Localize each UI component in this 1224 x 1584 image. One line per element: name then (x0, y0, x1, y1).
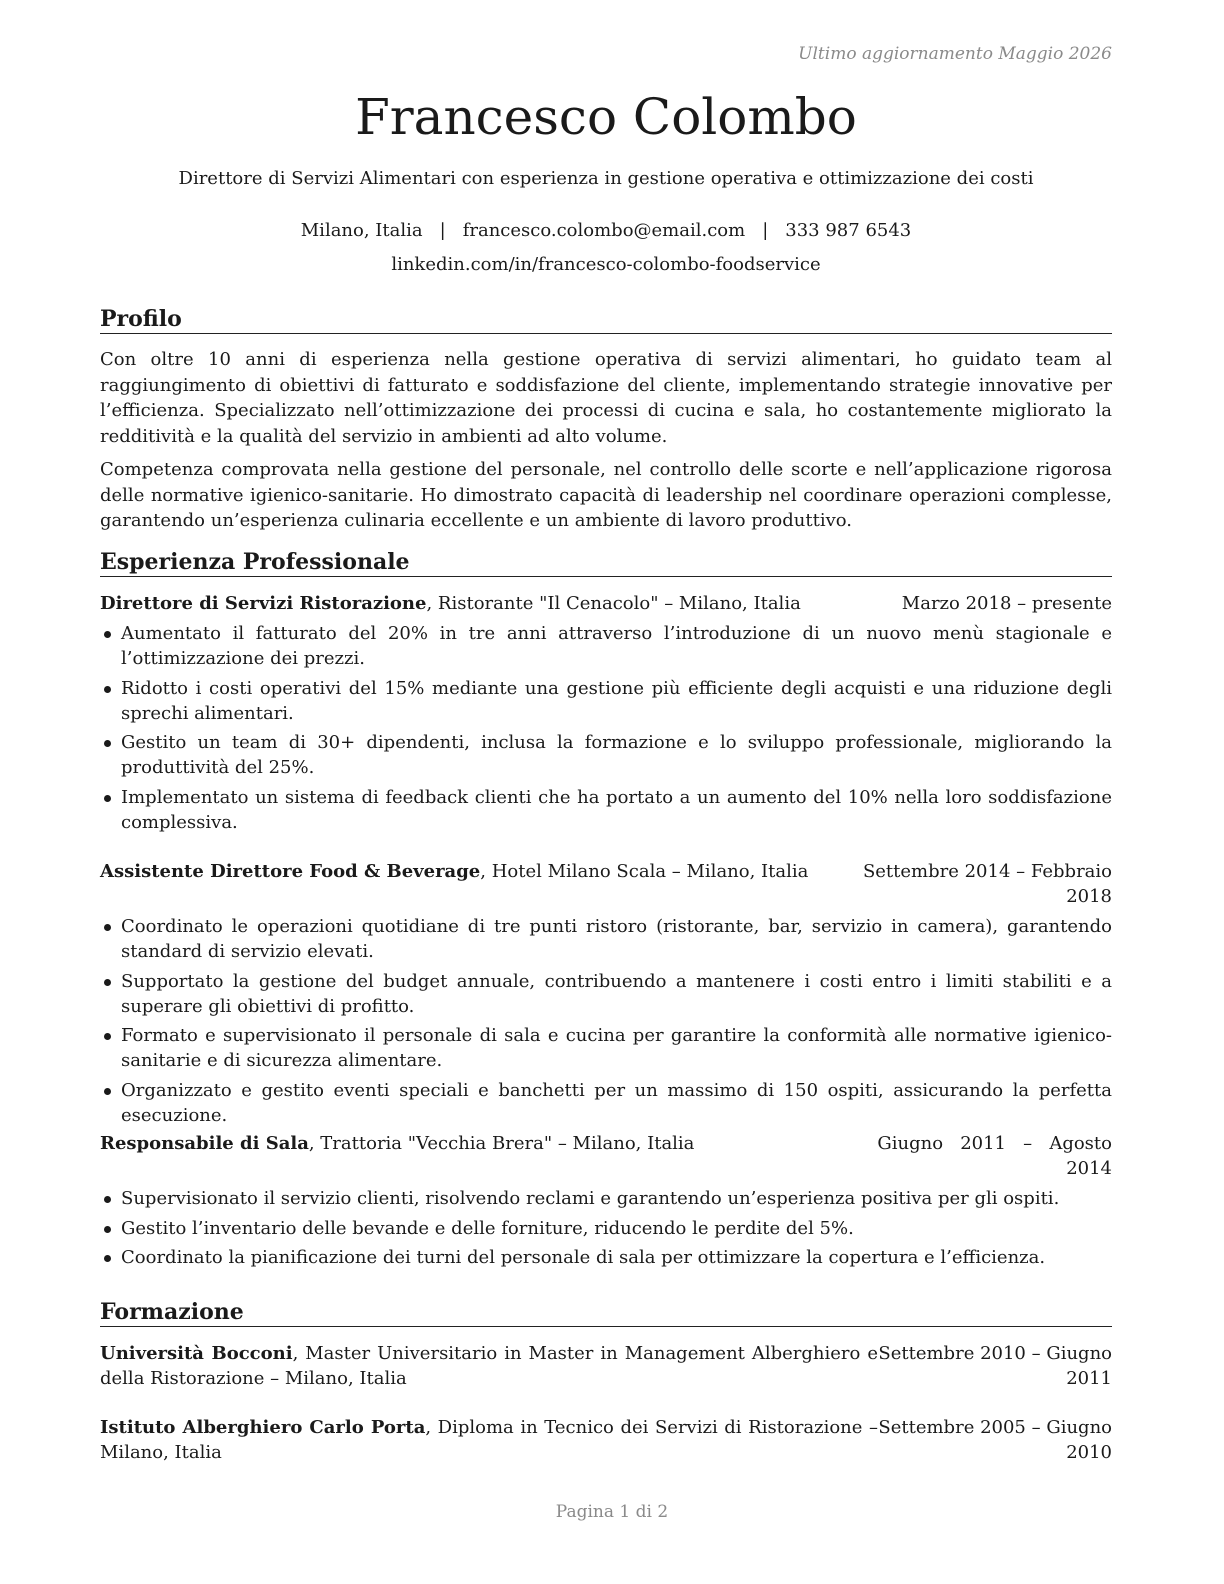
education-dates (878, 1341, 1112, 1391)
page-number: Pagina 1 di 2 (555, 1502, 669, 1522)
list-item: Supportato la gestione del budget annuale, contribuendo a mantenere i costi entro i limiti stabiliti e a superare gli obiettivi di profitto. (100, 969, 1112, 1019)
job-bullets (100, 914, 1112, 1132)
last-updated: Ultimo aggiornamento Maggio 2026 (798, 44, 1112, 64)
job-title-line (100, 859, 808, 884)
list-item: Organizzato e gestito eventi speciali e banchetti per un massimo di 150 ospiti, assicurando la perfetta esecuzione. (100, 1078, 1112, 1128)
job-employer: , Ristorante "Il Cenacolo" – Milano, Italia (426, 593, 801, 614)
job-role: Assistente Direttore Food & Beverage (100, 861, 481, 882)
list-item: Coordinato le operazioni quotidiane di tre punti ristoro (ristorante, bar, servizio in camera), garantendo standard di servizio elevati. (100, 914, 1112, 964)
list-item: Supervisionato il servizio clienti, risolvendo reclami e garantendo un’esperienza positiva per gli ospiti. (100, 1186, 1112, 1211)
section-title-experience: Esperienza Professionale (100, 548, 1112, 577)
job-dates (863, 859, 1112, 909)
phone: 333 987 6543 (785, 220, 912, 241)
separator: | (439, 220, 446, 241)
education-dates (878, 1415, 1112, 1465)
job-bullets (100, 621, 1112, 839)
separator: | (762, 220, 769, 241)
job-dates-line: 2018 (1066, 886, 1112, 907)
profile-paragraph: Competenza comprovata nella gestione del personale, nel controllo delle scorte e nell’applicazione rigorosa delle normative igienico-sanitarie. Ho dimostrato capacità di leadership nel coordinare operazioni complesse, garantendo un’esperienza culinaria eccellente e un ambiente di lavoro produttivo. (100, 459, 1112, 531)
list-item: Gestito l’inventario delle bevande e delle forniture, riducendo le perdite del 5%. (100, 1216, 1112, 1241)
job-dates-line: Marzo 2018 – presente (901, 593, 1112, 614)
list-item: Coordinato la pianificazione dei turni del personale di sala per ottimizzare la copertura e l’efficienza. (100, 1245, 1112, 1270)
list-item: Ridotto i costi operativi del 15% mediante una gestione più efficiente degli acquisti e una riduzione degli sprechi alimentari. (100, 676, 1112, 726)
tagline: Direttore di Servizi Alimentari con esperienza in gestione operativa e ottimizzazione dei costi (178, 168, 1034, 189)
profile-paragraph: Con oltre 10 anni di esperienza nella gestione operativa di servizi alimentari, ho guidato team al raggiungimento di obiettivi di fatturato e soddisfazione del cliente, implementando strategie innovative per l’efficienza. Specializzato nell’ottimizzazione dei processi di cucina e sala, ho costantemente migliorato la redditività e la qualità del servizio in ambienti ad alto volume. (100, 349, 1112, 447)
job-dates-line: Settembre 2014 – Febbraio (862, 861, 1112, 882)
resume-page (100, 0, 1112, 1584)
candidate-name: Francesco Colombo (355, 88, 857, 146)
job-bullets (100, 1186, 1112, 1275)
degree: , Diploma in Tecnico dei Servizi di Ristorazione – Milano, Italia (100, 1417, 878, 1463)
degree: , Master Universitario in Master in Management Alberghiero e della Ristorazione – Milano, Italia (100, 1343, 878, 1389)
section-title-profile: Profilo (100, 305, 1112, 334)
list-item: Aumentato il fatturato del 20% in tre anni attraverso l’introduzione di un nuovo menù stagionale e l’ottimizzazione dei prezzi. (100, 621, 1112, 671)
job-employer: , Hotel Milano Scala – Milano, Italia (480, 861, 809, 882)
section-title-education: Formazione (100, 1298, 1112, 1327)
job-employer: , Trattoria "Vecchia Brera" – Milano, Italia (308, 1133, 695, 1154)
email: francesco.colombo@email.com (462, 220, 746, 241)
job-dates-line: Giugno 2011 – Agosto (877, 1133, 1112, 1154)
linkedin-url: linkedin.com/in/francesco-colombo-foodservice (391, 254, 821, 275)
list-item: Implementato un sistema di feedback clienti che ha portato a un aumento del 10% nella loro soddisfazione complessiva. (100, 785, 1112, 835)
list-item: Formato e supervisionato il personale di sala e cucina per garantire la conformità alle normative igienico-sanitarie e di sicurezza alimentare. (100, 1023, 1112, 1073)
job-dates (877, 1131, 1112, 1181)
job-title-line (100, 591, 801, 616)
list-item: Gestito un team di 30+ dipendenti, inclusa la formazione e lo sviluppo professionale, migliorando la produttività del 25%. (100, 730, 1112, 780)
education-dates-line: 2010 (1066, 1442, 1112, 1463)
job-dates-line: 2014 (1066, 1158, 1112, 1179)
education-dates-line: Settembre 2010 – Giugno (878, 1343, 1112, 1364)
location: Milano, Italia (300, 220, 423, 241)
school-name: Università Bocconi (100, 1343, 293, 1364)
contact-line (100, 219, 1112, 243)
job-dates (902, 591, 1112, 616)
school-name: Istituto Alberghiero Carlo Porta (100, 1417, 426, 1438)
education-detail (100, 1415, 878, 1465)
education-dates-line: Settembre 2005 – Giugno (878, 1417, 1112, 1438)
education-detail (100, 1341, 878, 1391)
education-dates-line: 2011 (1066, 1368, 1112, 1389)
job-title-line (100, 1131, 694, 1156)
job-role: Direttore di Servizi Ristorazione (100, 593, 427, 614)
job-role: Responsabile di Sala (100, 1133, 309, 1154)
